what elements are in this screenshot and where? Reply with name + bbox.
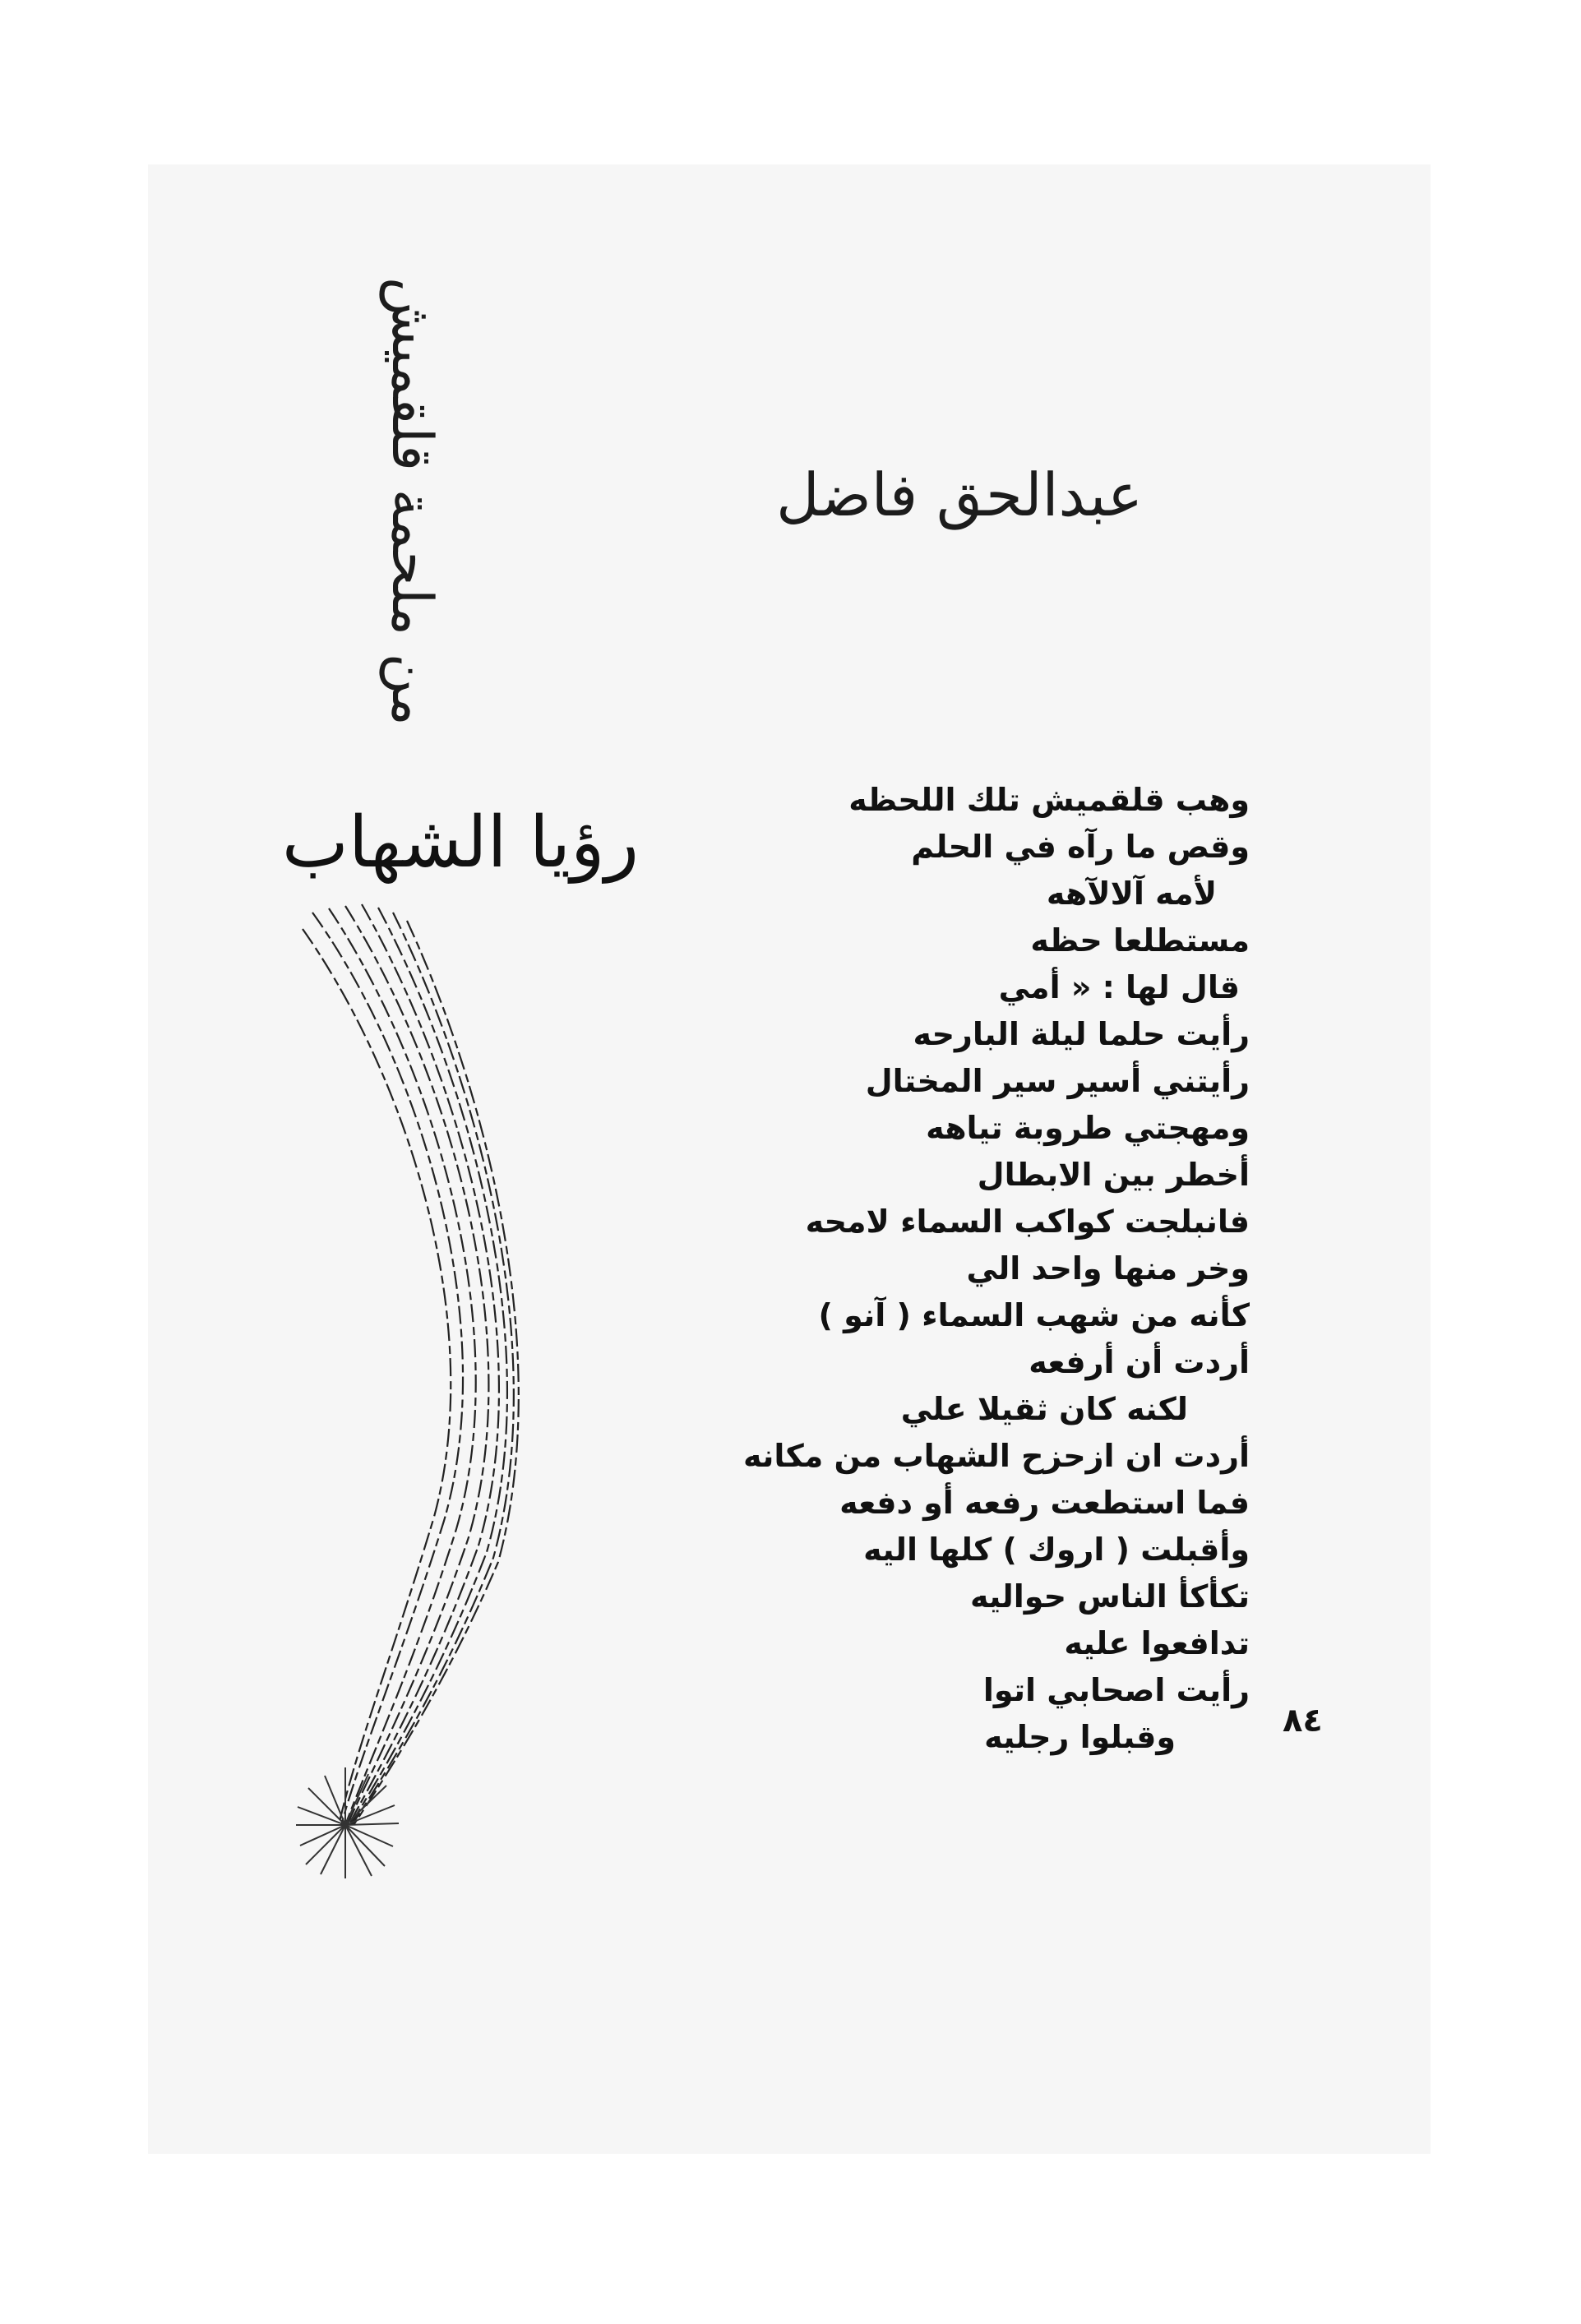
poem-line: وقص ما رآه في الحلم	[911, 829, 1250, 865]
poem-line: قال لها : « أمي	[998, 969, 1240, 1005]
poem-line: أردت أن أرفعه	[1029, 1344, 1250, 1380]
poem-line: مستطلعا حظه	[1030, 922, 1250, 959]
poem-line: لكنه كان ثقيلا علي	[900, 1391, 1188, 1427]
poem-line: وقبلوا رجليه	[984, 1719, 1176, 1755]
meteor-illustration	[296, 896, 559, 1883]
poem-line: أخطر بين الابطال	[977, 1157, 1250, 1193]
poem-line: تدافعوا عليه	[1064, 1625, 1250, 1661]
poem-line: فانبلجت كواكب السماء لامحه	[805, 1204, 1250, 1240]
poem-line: وهب قلقميش تلك اللحظه	[848, 782, 1250, 818]
poem-text	[674, 777, 1250, 1761]
poem-line: وخر منها واحد الي	[966, 1250, 1250, 1287]
poem-line: وأقبلت ( اروك ) كلها اليه	[863, 1532, 1250, 1568]
author-name: عبدالحق فاضل	[776, 460, 1143, 529]
epic-title: من ملحمة قلقميش	[379, 277, 444, 726]
poem-line: أردت ان ازحزح الشهاب من مكانه	[743, 1438, 1250, 1474]
poem-line: فما استطعت رفعه أو دفعه	[839, 1485, 1250, 1521]
poem-line: كأنه من شهب السماء ( آنو )	[818, 1297, 1250, 1333]
poem-line: ومهجتي طروبة تياهه	[926, 1110, 1250, 1146]
poem-title: رؤيا الشهاب	[281, 802, 640, 884]
poem-line: لأمه آلالآهه	[1046, 876, 1217, 912]
poem-line: رأيتني أسير سير المختال	[865, 1063, 1250, 1099]
poem-line: رأيت اصحابي اتوا	[982, 1672, 1250, 1708]
page-number: ٨٤	[1283, 1702, 1323, 1740]
poem-line: تكأكأ الناس حواليه	[969, 1578, 1250, 1615]
poem-line: رأيت حلما ليلة البارحه	[913, 1016, 1250, 1052]
